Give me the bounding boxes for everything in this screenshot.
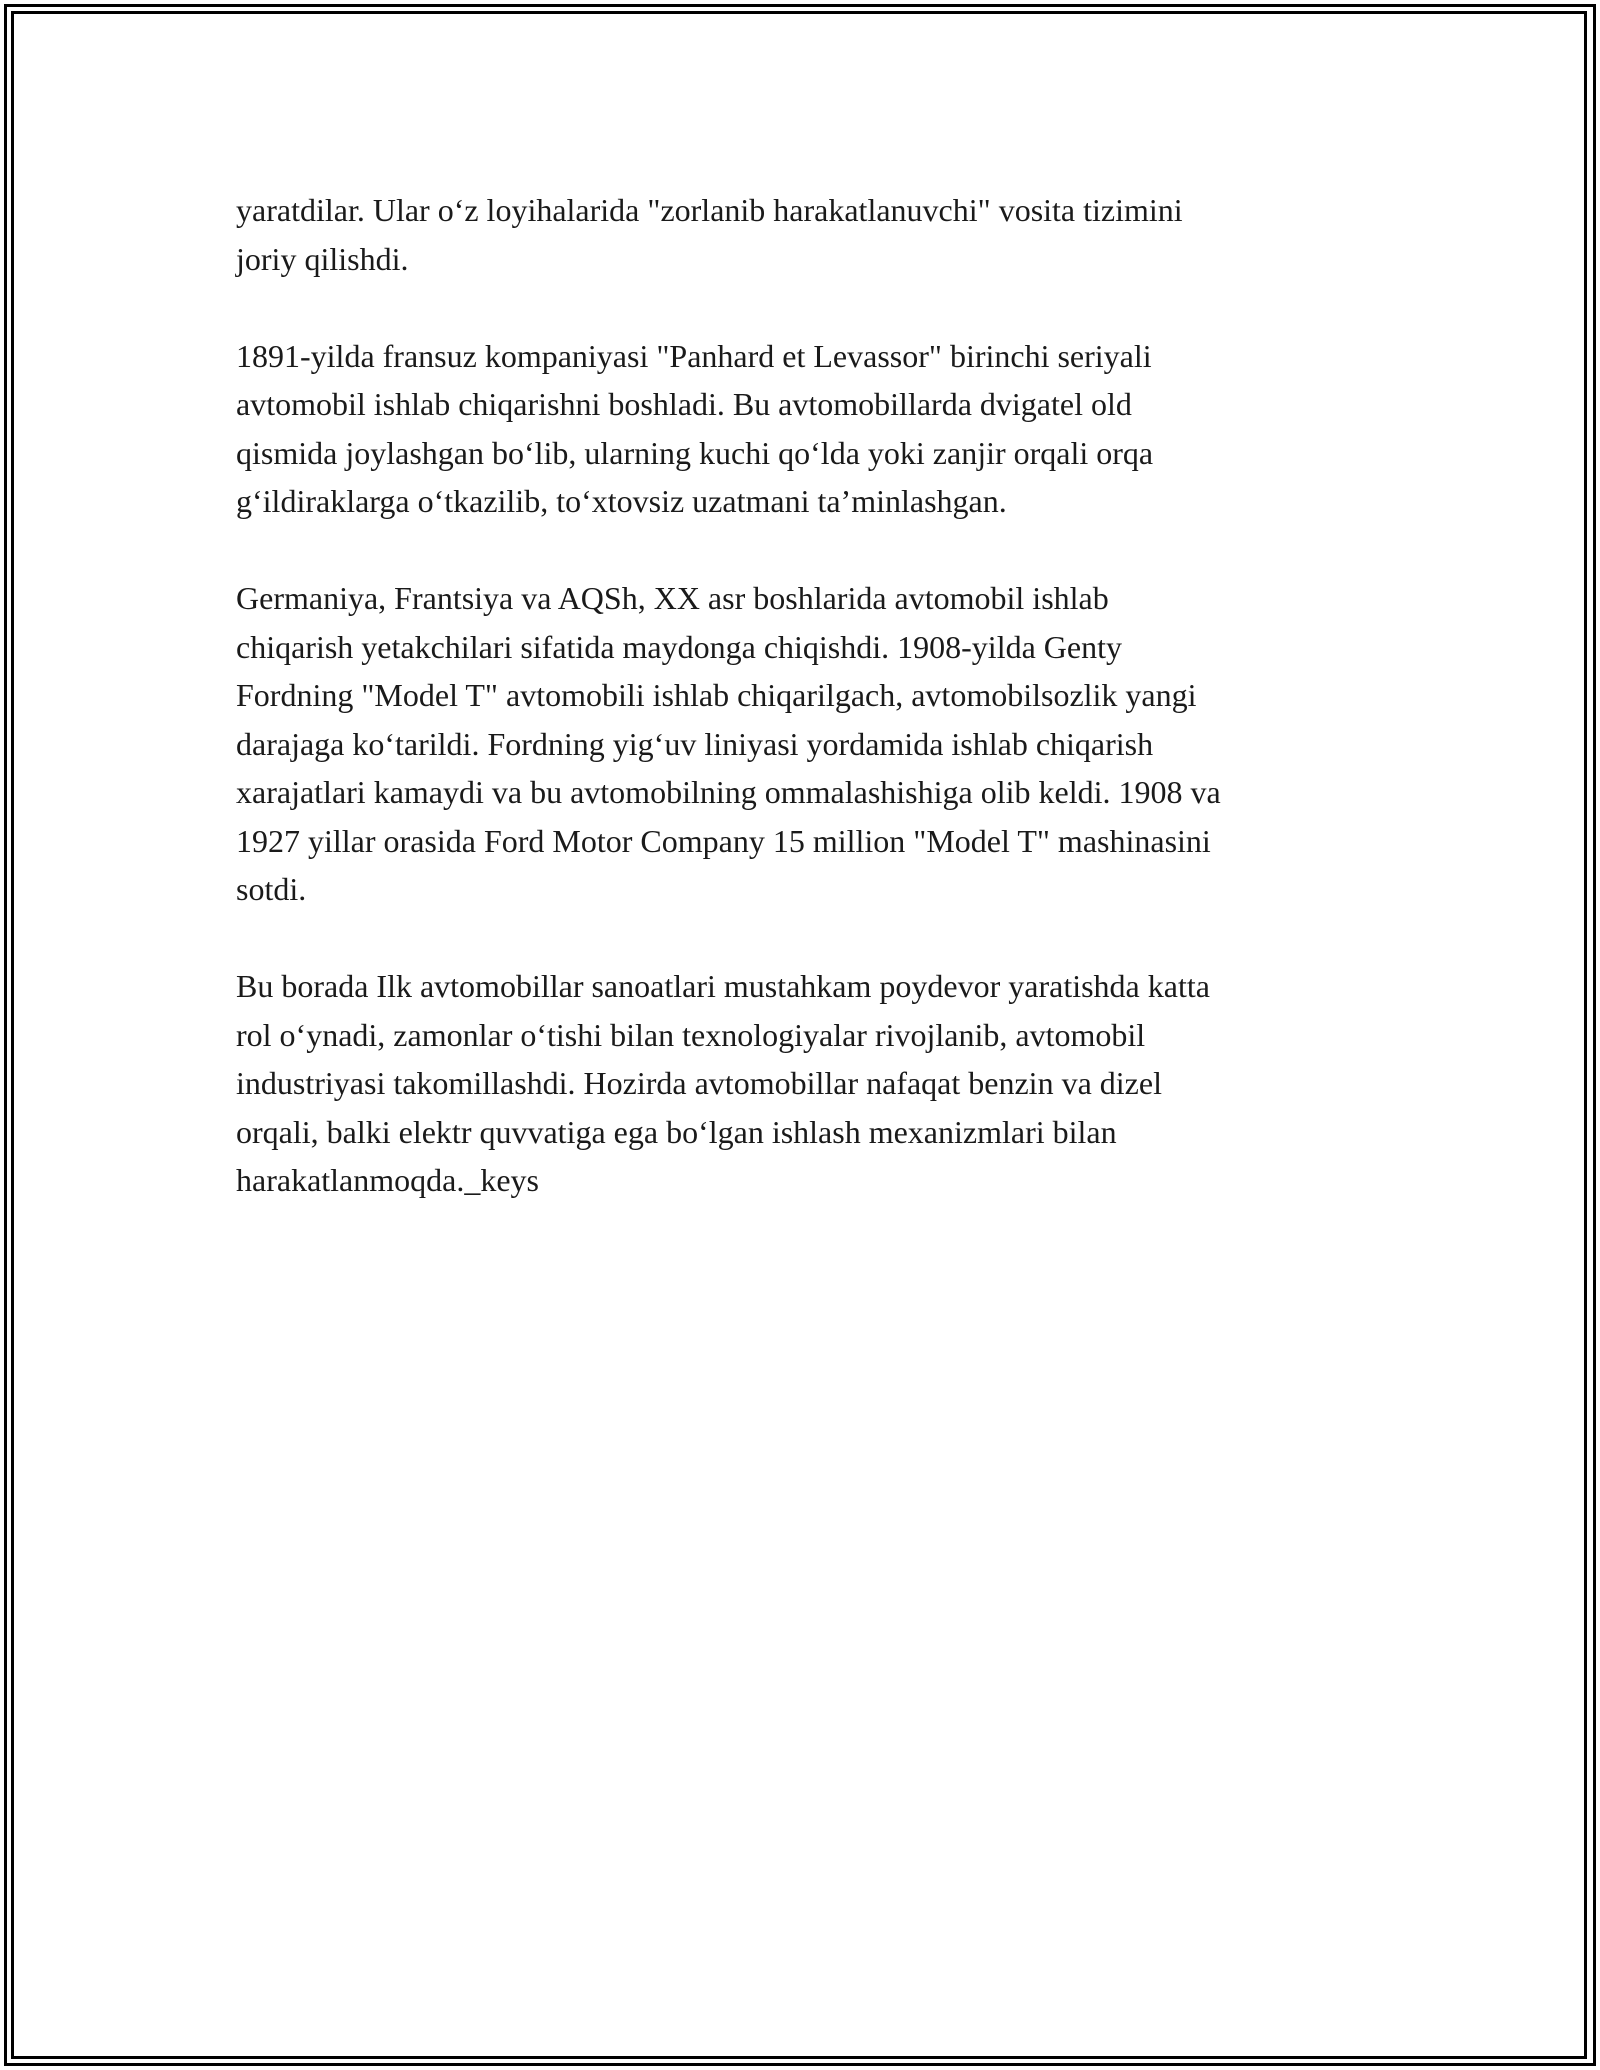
paragraph-1: yaratdilar. Ular o‘z loyihalarida "zorlanib harakatlanuvchi" vosita tizimini joriy qilishdi. [236,192,1183,277]
paragraph-2: 1891-yilda fransuz kompaniyasi "Panhard et Levassor" birinchi seriyali avtomobil ishlab chiqarishni boshladi. Bu avtomobillarda dvigatel old qismida joylashgan bo‘lib, ularning kuchi qo‘lda yoki zanjir orqali orqa g‘ildiraklarga o‘tkazilib, to‘xtovsiz uzatmani ta’minlashgan. [236,337,1154,519]
paragraph-4: Bu borada Ilk avtomobillar sanoatlari mustahkam poydevor yaratishda katta rol o‘ynadi, zamonlar o‘tishi bilan texnologiyalar rivojlanib, avtomobil industriyasi takomillashdi. Hozirda avtomobillar nafaqat benzin va dizel orqali, balki elektr quvvatiga ega bo‘lgan ishlash mexanizmlari bilan harakatlanmoqda._keys [236,968,1210,1198]
document-body [236,186,1386,1253]
paragraph-3: Germaniya, Frantsiya va AQSh, XX asr boshlarida avtomobil ishlab chiqarish yetakchilari sifatida maydonga chiqishdi. 1908-yilda Genty Fordning "Model T" avtomobili ishlab chiqarilgach, avtomobilsozlik yangi darajaga ko‘tarildi. Fordning yig‘uv liniyasi yordamida ishlab chiqarish xarajatlari kamaydi va bu avtomobilning ommalashishiga olib keldi. 1908 va 1927 yillar orasida Ford Motor Company 15 million "Model T" mashinasini sotdi. [236,580,1221,907]
